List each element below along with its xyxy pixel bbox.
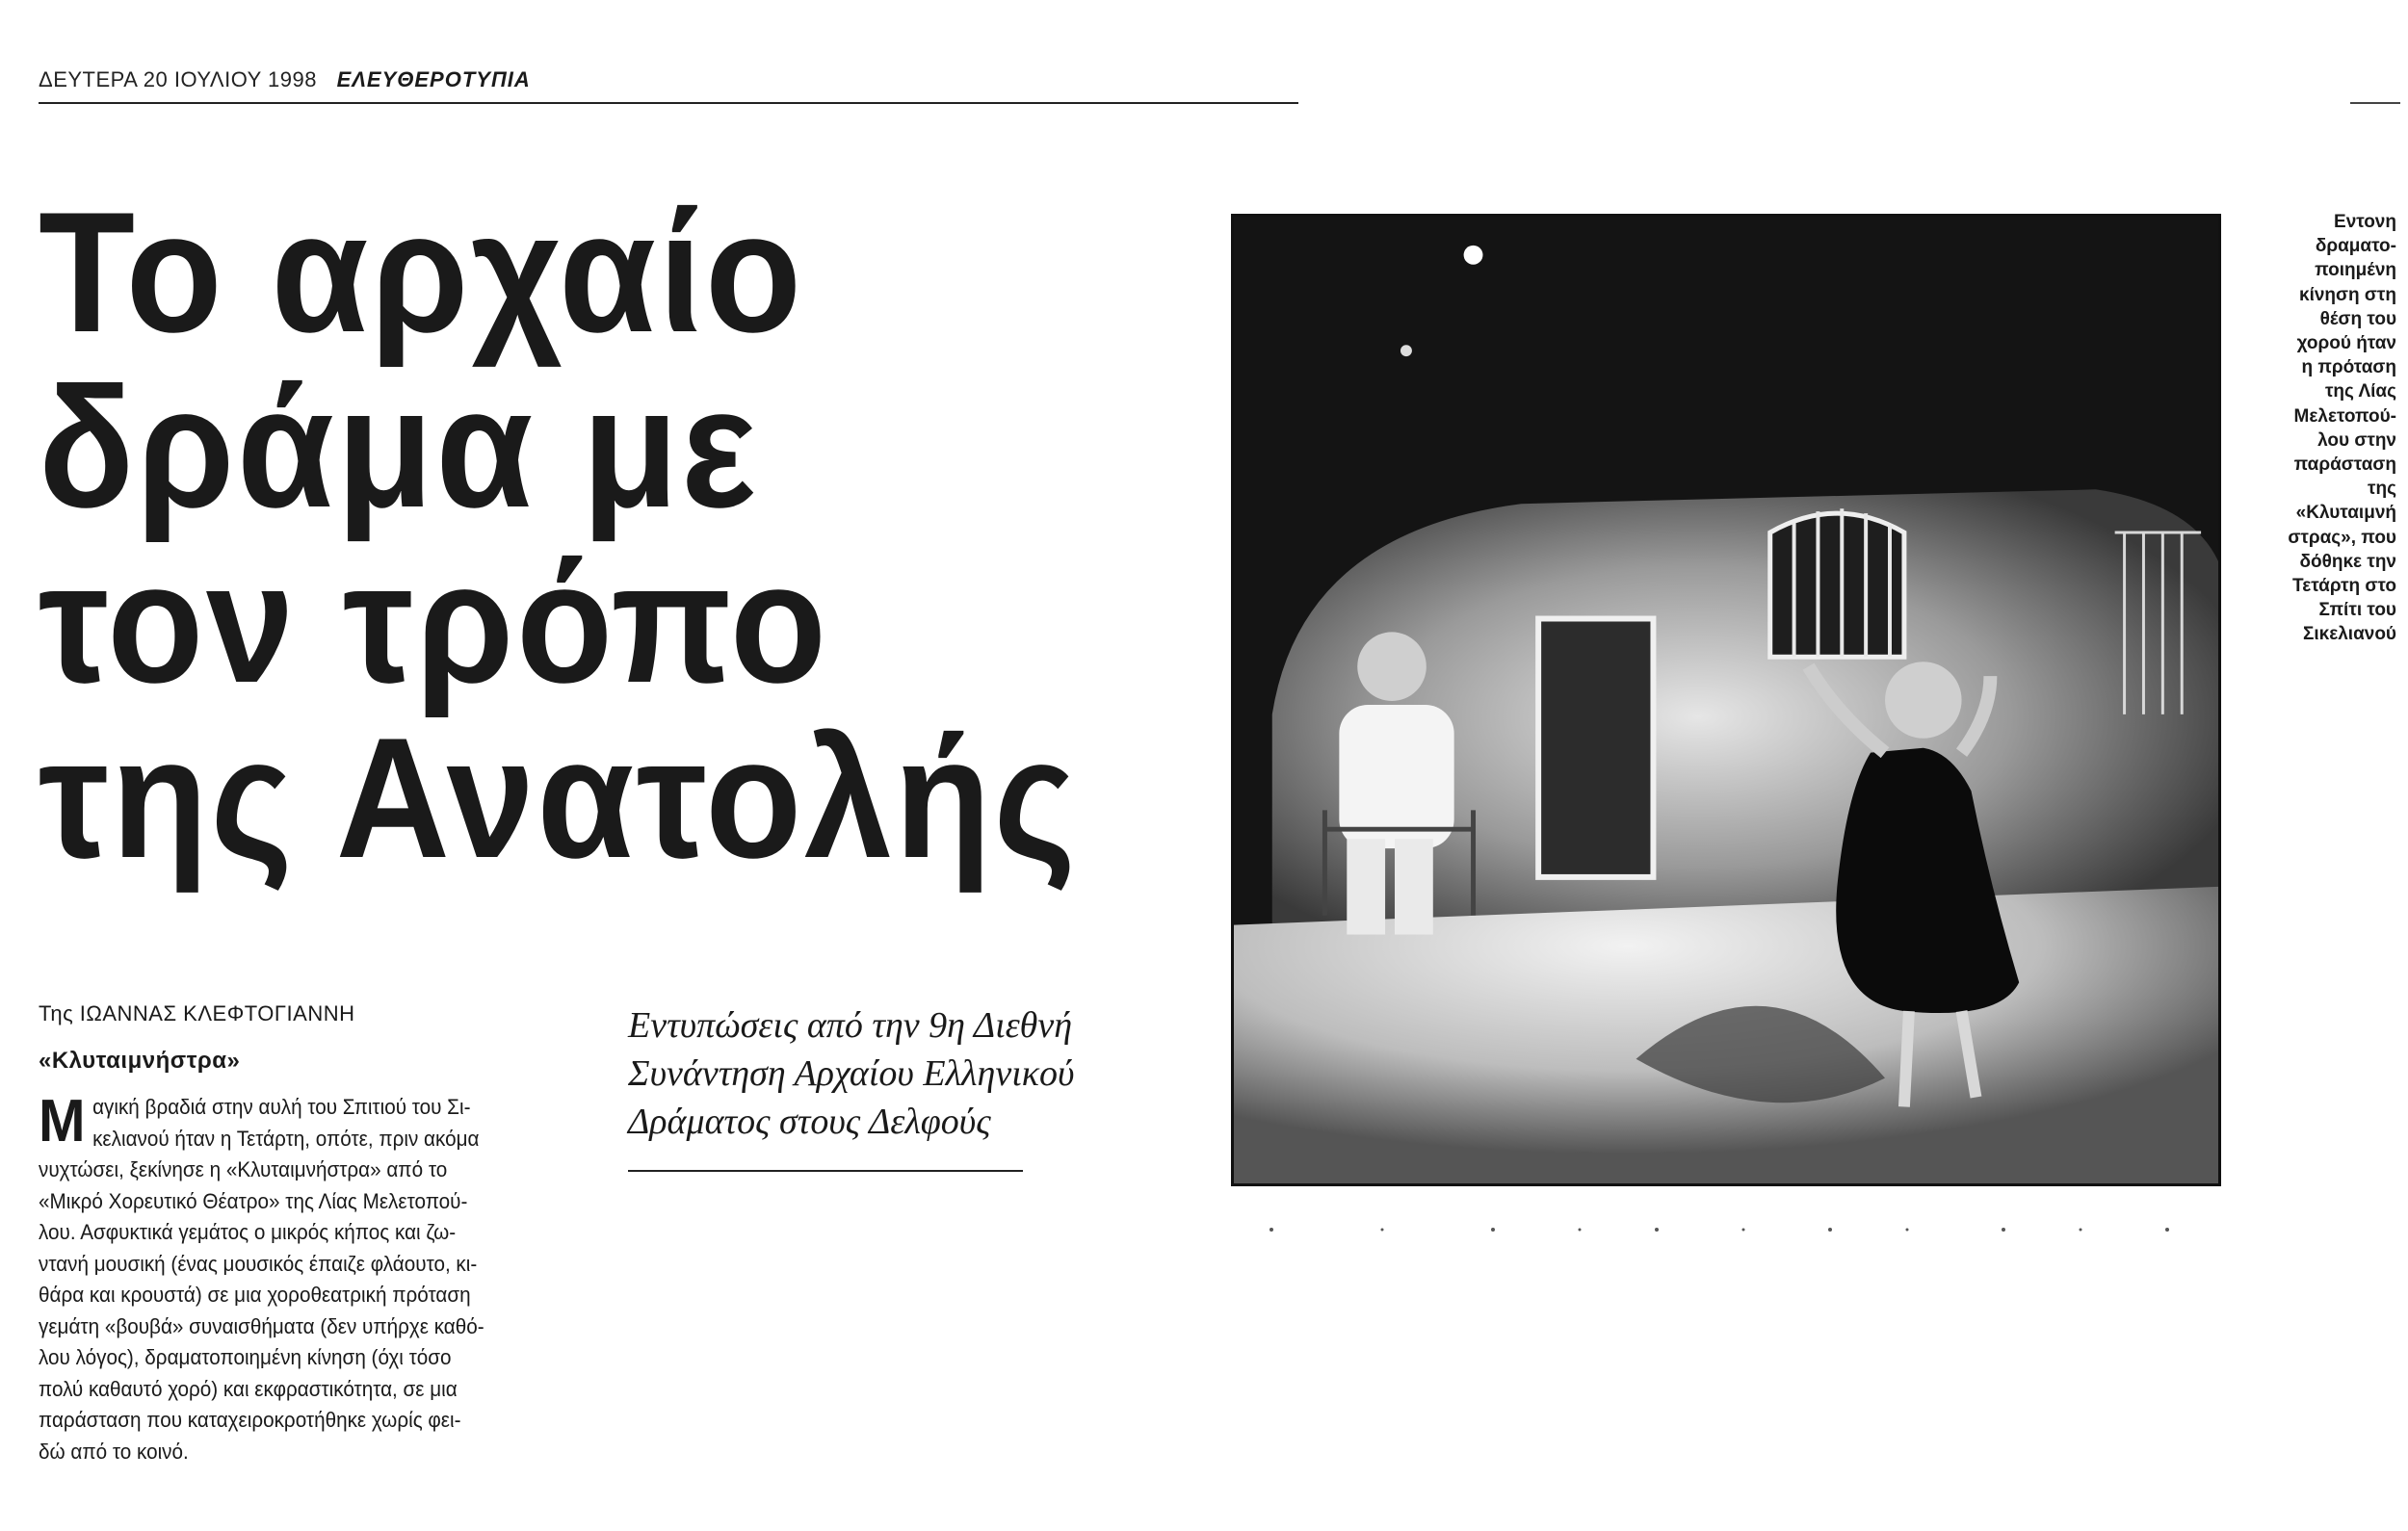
deck-line: Εντυπώσεις από την 9η Διεθνή [628,1005,1073,1046]
body-line: θάρα και κρουστά) σε μια χοροθεατρική πρόταση [39,1283,471,1307]
caption-line: της Λίας [2324,381,2396,402]
drop-cap: Μ [39,1088,86,1155]
deck-line: Συνάντηση Αρχαίου Ελληνικού [628,1053,1075,1094]
caption-line: κίνηση στη [2298,284,2396,305]
body-line: κελιανού ήταν η Τετάρτη, οπότε, πριν ακόμα [92,1126,480,1151]
body-line: παράσταση που καταχειροκροτήθηκε χωρίς φει- [39,1408,461,1432]
caption-line: δόθηκε την [2299,551,2396,572]
body-line: λου. Ασφυκτικά γεμάτος ο μικρός κήπος και ζω- [39,1220,457,1244]
scan-speckle [1243,1225,2225,1234]
caption-line: Εντονη [2334,212,2396,232]
caption-line: Τετάρτη στο [2292,576,2396,597]
caption-line: Μελετοπού- [2293,405,2396,427]
caption-line: της [2368,479,2396,500]
margin-rule [2350,102,2400,104]
body-line: λου λόγος), δραματοποιημένη κίνηση (όχι τόσο [39,1345,452,1369]
caption-line: Σπίτι του [2318,600,2396,621]
issue-date: ΔΕΥΤΕΡΑ 20 ΙΟΥΛΙΟΥ 1998 [39,67,317,91]
byline: Της ΙΩΑΝΝΑΣ ΚΛΕΦΤΟΓΙΑΝΝΗ [39,1001,355,1025]
article-body [39,1088,560,1467]
caption-line: παράσταση [2293,454,2396,476]
body-line: ντανή μουσική (ένας μουσικός έπαιζε φλάουτο, κι- [39,1251,478,1276]
newspaper-name: ΕΛΕΥΘΕΡΟΤΥΠΙΑ [336,67,531,91]
body-line: πολύ καθαυτό χορό) και εκφραστικότητα, σε μια [39,1376,458,1401]
caption-line: η πρόταση [2301,357,2396,378]
caption-line: Σικελιανού [2302,624,2396,645]
caption-line: λου στην [2317,429,2396,451]
deck-line: Δράματος στους Δελφούς [628,1102,991,1142]
caption-line: δραματο- [2315,236,2396,257]
article-headline [39,176,1119,894]
headline-line: τον τρόπο [39,527,829,718]
body-line: νυχτώσει, ξεκίνησε η «Κλυταιμνήστρα» από το [39,1157,448,1181]
photo-illustration [1234,217,2218,1183]
headline-line: δράμα με [39,351,759,543]
photo-caption [2231,210,2396,647]
body-line: αγική βραδιά στην αυλή του Σπιτιού του Σι- [92,1095,471,1119]
masthead [39,67,531,92]
masthead-rule [39,102,1298,104]
caption-line: «Κλυταιμνή [2295,503,2396,524]
section-title: «Κλυταιμνήστρα» [39,1048,241,1074]
performance-photo [1231,214,2221,1186]
headline-line: Το αρχαίο [39,176,804,368]
article-deck [628,1001,1129,1146]
caption-line: στρας», που [2288,527,2396,548]
body-line: γεμάτη «βουβά» συναισθήματα (δεν υπήρχε καθό- [39,1313,484,1338]
caption-line: ποιημένη [2315,260,2396,281]
headline-line: της Ανατολής [39,702,1079,894]
caption-line: χορού ήταν [2296,333,2396,354]
body-line: δώ από το κοινό. [39,1439,189,1464]
deck-underline [628,1170,1023,1172]
body-line: «Μικρό Χορευτικό Θέατρο» της Λίας Μελετοπού- [39,1188,468,1213]
caption-line: θέση του [2319,308,2396,329]
